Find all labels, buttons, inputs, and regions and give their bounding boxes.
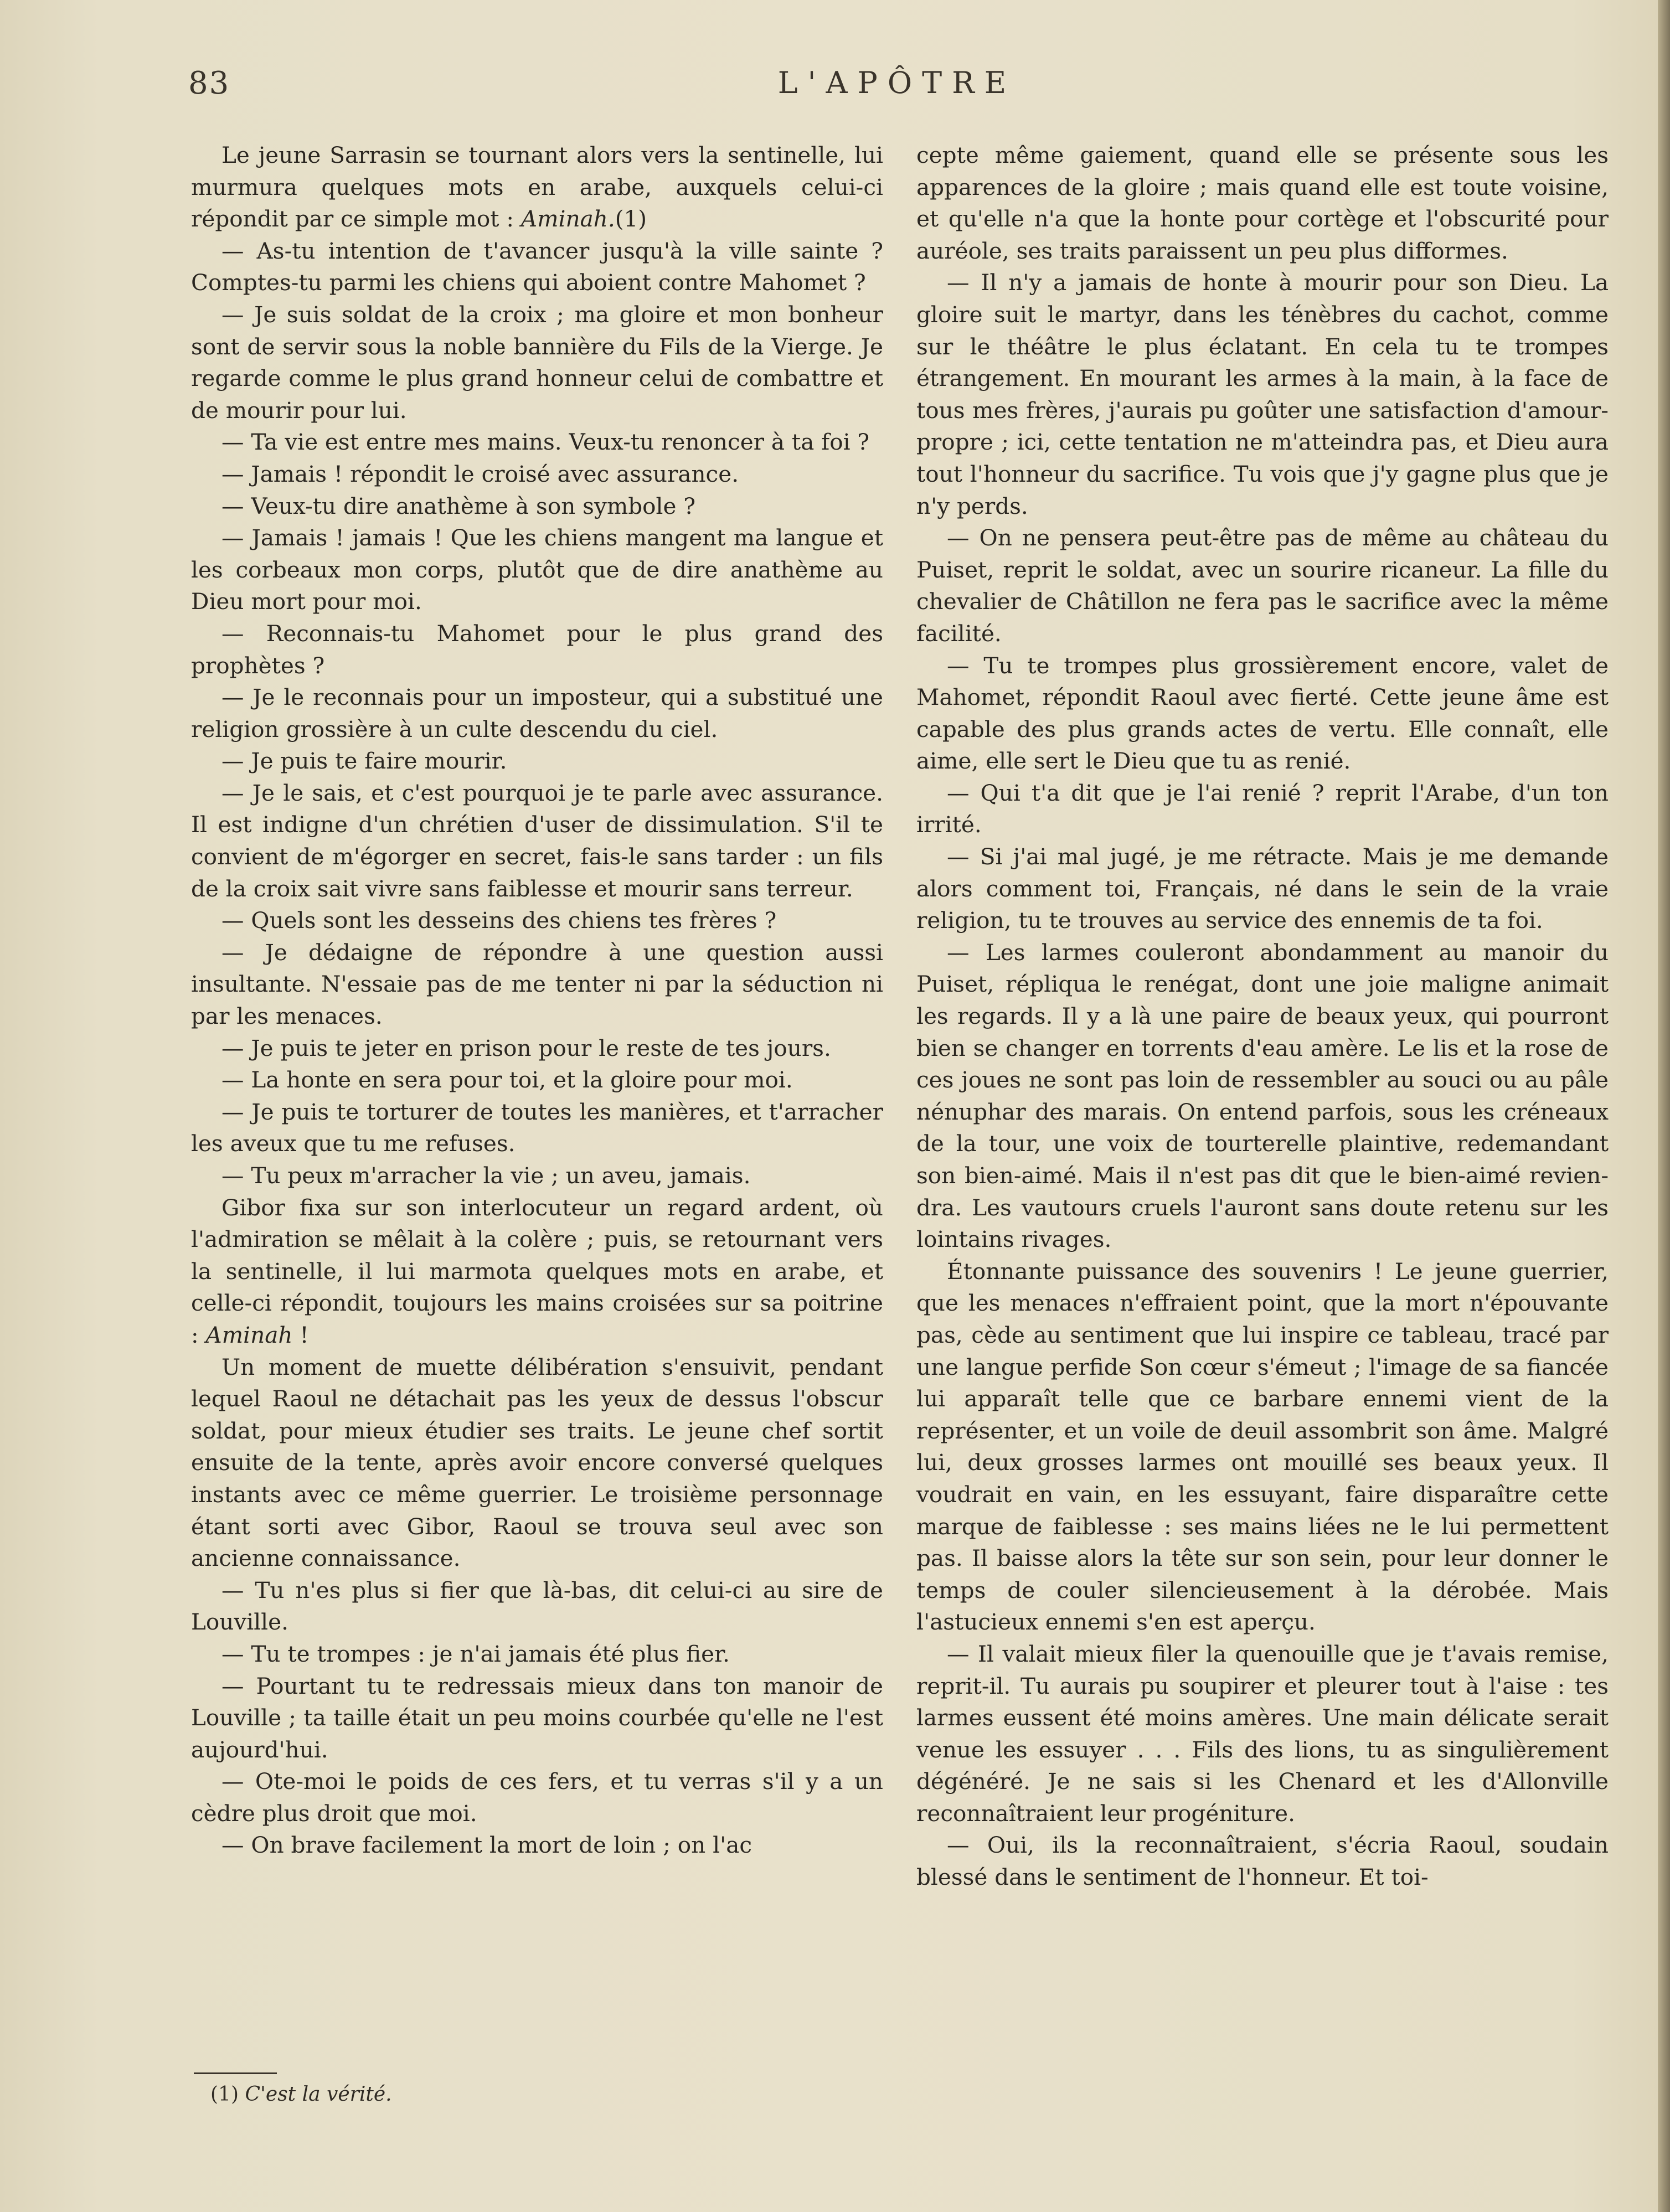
paragraph-text: — Tu peux m'arracher la vie ; un aveu, jamais. (221, 1162, 751, 1189)
paragraph-text: (1) (615, 205, 647, 233)
paragraph (191, 1352, 883, 1575)
italic-text: Aminah (205, 1321, 293, 1348)
paragraph-text: — Quels sont les desseins des chiens tes frères ? (221, 907, 777, 934)
left-text-column (191, 140, 883, 1862)
paragraph-text: — Ote-moi le poids de ces fers, et tu verras s'il y a un cèdre plus droit que moi. (191, 1768, 883, 1827)
paragraph (916, 841, 1609, 937)
paragraph (191, 522, 883, 618)
paragraph-text: — Je puis te torturer de toutes les manières, et t'arracher les aveux que tu me refuses. (191, 1098, 883, 1157)
paragraph-text: — Qui t'a dit que je l'ai renié ? reprit l'Arabe, d'un ton irrité. (916, 779, 1609, 838)
paragraph-text: Un moment de muette délibération s'ensuivit, pendant lequel Raoul ne détachait pas les yeux de dessus l'obscur soldat, pour mieux étudier ses traits. Le jeune chef sortit ensuite de la tente, après avoir encore conversé quelques instants avec ce même guerrier. Le troisième personnage étant sorti avec Gibor, Raoul se trouva seul avec son ancienne connaissance. (191, 1353, 883, 1572)
paragraph (191, 618, 883, 682)
paragraph-text: — Tu n'es plus si fier que là-bas, dit celui-ci au sire de Louville. (191, 1576, 883, 1636)
paragraph (191, 458, 883, 491)
paragraph-text: — Il n'y a jamais de honte à mourir pour son Dieu. La gloire suit le martyr, dans les ténèbres du cachot, comme sur le théâtre le plus éclatant. En cela tu te trompes étrangement. En mourant les armes à la main, à la face de tous mes frères, j'aurais pu goûter une satisfaction d'amour-propre ; ici, cette tentation ne m'atteindra pas, et Dieu aura tout l'honneur du sacrifice. Tu vois que j'y gagne plus que je n'y perds. (916, 269, 1609, 519)
paragraph (191, 1096, 883, 1160)
paragraph-text: — Je puis te faire mourir. (221, 747, 507, 775)
paragraph (916, 267, 1609, 522)
paragraph (191, 745, 883, 777)
paragraph (191, 1638, 883, 1670)
paragraph-text: — Ta vie est entre mes mains. Veux-tu renoncer à ta foi ? (221, 429, 870, 456)
running-title: L'APÔTRE (777, 65, 1017, 100)
paragraph (191, 491, 883, 523)
paragraph-text: — Veux-tu dire anathème à son symbole ? (221, 492, 696, 519)
paragraph-text: Le jeune Sarrasin se tournant alors vers la sentinelle, lui murmura quelques mots en arabe, auxquels celui-ci répondit par ce simple mot : (191, 142, 883, 233)
paragraph-text: — Tu te trompes plus grossièrement encore, valet de Mahomet, répondit Raoul avec fierté. Cette jeune âme est capable des plus grands actes de vertu. Elle connaît, elle aime, elle sert le Dieu que tu as renié. (916, 652, 1609, 775)
paragraph-text: — Je le reconnais pour un imposteur, qui a substitué une religion grossière à un culte descendu du ciel. (191, 684, 883, 743)
paragraph (916, 522, 1609, 649)
right-text-column (916, 140, 1609, 1894)
paragraph (916, 650, 1609, 777)
paragraph (191, 1160, 883, 1192)
footnote (210, 2083, 392, 2106)
italic-text: Aminah. (520, 205, 615, 233)
paragraph-text: — Jamais ! jamais ! Que les chiens mangent ma langue et les corbeaux mon corps, plutôt que de dire anathème au Dieu mort pour moi. (191, 524, 883, 615)
paragraph-text: — On ne pensera peut-être pas de même au château du Puiset, reprit le soldat, avec un sourire ricaneur. La fille du chevalier de Châtillon ne fera pas le sacrifice avec la même facilité. (916, 524, 1609, 647)
paragraph-text: — Tu te trompes : je n'ai jamais été plus fier. (221, 1640, 730, 1667)
paragraph-text: — Pourtant tu te redressais mieux dans ton manoir de Louville ; ta taille était un peu moins courbée qu'elle ne l'est aujourd'hui. (191, 1672, 883, 1763)
paragraph (191, 1829, 883, 1862)
paragraph-text: cepte même gaiement, quand elle se présente sous les apparences de la gloire ; mais quand elle est toute voisine, et qu'elle n'a que la honte pour cortège et l'obscurité pour auréole, ses traits paraissent un peu plus difformes. (916, 142, 1609, 264)
page-edge (1658, 0, 1670, 2212)
paragraph-text: — Je suis soldat de la croix ; ma gloire et mon bonheur sont de servir sous la noble bannière du Fils de la Vierge. Je regarde comme le plus grand honneur celui de combattre et de mourir pour lui. (191, 301, 883, 424)
paragraph (191, 235, 883, 299)
paragraph (191, 1670, 883, 1766)
paragraph-text: Étonnante puissance des souvenirs ! Le jeune guerrier, que les menaces n'effraient point, que la mort n'épouvante pas, cède au sentiment que lui inspire ce tableau, tracé par une langue perfide Son cœur s'émeut ; l'image de sa fiancée lui apparaît telle que ce barbare ennemi vient de la représenter, et un voile de deuil assombrit son âme. Malgré lui, deux grosses larmes ont mouillé ses beaux yeux. Il voudrait en vain, en les essuyant, faire disparaître cette marque de faiblesse : ses mains liées ne le lui permettent pas. Il baisse alors la tête sur son sein, pour leur donner le temps de couler silencieusement à la dérobée. Mais l'astucieux ennemi s'en est aperçu. (916, 1257, 1609, 1636)
paragraph-text: — As-tu intention de t'avancer jusqu'à la ville sainte ? Comptes-tu parmi les chiens qui aboient contre Mahomet ? (191, 237, 883, 296)
paragraph (191, 426, 883, 458)
page-header (188, 65, 1606, 110)
paragraph-text: — Je dédaigne de répondre à une question aussi insultante. N'essaie pas de me tenter ni par la séduction ni par les menaces. (191, 939, 883, 1030)
paragraph-text: — On brave facilement la mort de loin ; on l'ac (221, 1832, 752, 1859)
paragraph-text: — Je puis te jeter en prison pour le reste de tes jours. (221, 1034, 831, 1061)
paragraph-text: Gibor fixa sur son interlocuteur un regard ardent, où l'admiration se mêlait à la colère ; puis, se retournant vers la sentinelle, il lui marmota quelques mots en arabe, et celle-ci répondit, toujours les mains croisées sur sa poitrine : (191, 1194, 883, 1348)
paragraph (191, 1766, 883, 1829)
paragraph-text: — Oui, ils la reconnaîtraient, s'écria Raoul, soudain blessé dans le sentiment de l'honneur. Et toi- (916, 1832, 1609, 1891)
paragraph (916, 140, 1609, 267)
paragraph-text: — Les larmes couleront abondamment au manoir du Puiset, répliqua le renégat, dont une joie maligne animait les regards. Il y a là une paire de beaux yeux, qui pourront bien se changer en torrents d'eau amère. Le lis et la rose de ces joues ne sont pas loin de ressembler au souci ou au pâle nénuphar des marais. On entend parfois, sous les créneaux de la tour, une voix de tourterelle plaintive, redemandant son bien-aimé. Mais il n'est pas dit que le bien-aimé reviendra. Les vautours cruels l'auront sans doute retenu sur les lointains rivages. (916, 939, 1609, 1253)
paragraph (916, 937, 1609, 1256)
paragraph (916, 1829, 1609, 1893)
paragraph (191, 682, 883, 745)
paragraph-text: — Jamais ! répondit le croisé avec assurance. (221, 460, 739, 487)
paragraph (191, 1192, 883, 1352)
paragraph (191, 140, 883, 235)
paragraph-text: ! (292, 1321, 309, 1348)
paragraph-text: — Je le sais, et c'est pourquoi je te parle avec assurance. Il est indigne d'un chrétien d'user de dissimulation. S'il te convient de m'égorger en secret, fais-le sans tarder : un fils de la croix sait vivre sans faiblesse et mourir sans terreur. (191, 779, 883, 902)
paragraph-text: — La honte en sera pour toi, et la gloire pour moi. (221, 1066, 793, 1094)
paragraph (191, 777, 883, 905)
paragraph (191, 905, 883, 937)
paragraph (916, 1638, 1609, 1830)
paragraph-text: — Reconnais-tu Mahomet pour le plus grand des prophètes ? (191, 620, 883, 679)
paragraph-text: — Il valait mieux filer la quenouille que je t'avais remise, reprit-il. Tu aurais pu soupirer et pleurer tout à l'aise : tes larmes eussent été moins amères. Une main délicate serait venue les essuyer . . . Fils des lions, tu as singulièrement dégénéré. Je ne sais si les Chenard et les d'Allonville reconnaîtraient leur progéniture. (916, 1640, 1609, 1827)
paragraph (191, 937, 883, 1033)
paragraph (916, 777, 1609, 841)
paragraph (191, 299, 883, 426)
footnote-marker: (1) (210, 2083, 239, 2106)
footnote-divider (194, 2072, 277, 2074)
paragraph (191, 1575, 883, 1638)
paragraph-text: — Si j'ai mal jugé, je me rétracte. Mais je me demande alors comment toi, Français, né dans le sein de la vraie religion, tu te trouves au service des ennemis de ta foi. (916, 843, 1609, 934)
page-number: 83 (188, 65, 230, 101)
paragraph (191, 1064, 883, 1096)
footnote-text: C'est la vérité. (245, 2083, 392, 2106)
paragraph (916, 1256, 1609, 1638)
paragraph (191, 1033, 883, 1065)
